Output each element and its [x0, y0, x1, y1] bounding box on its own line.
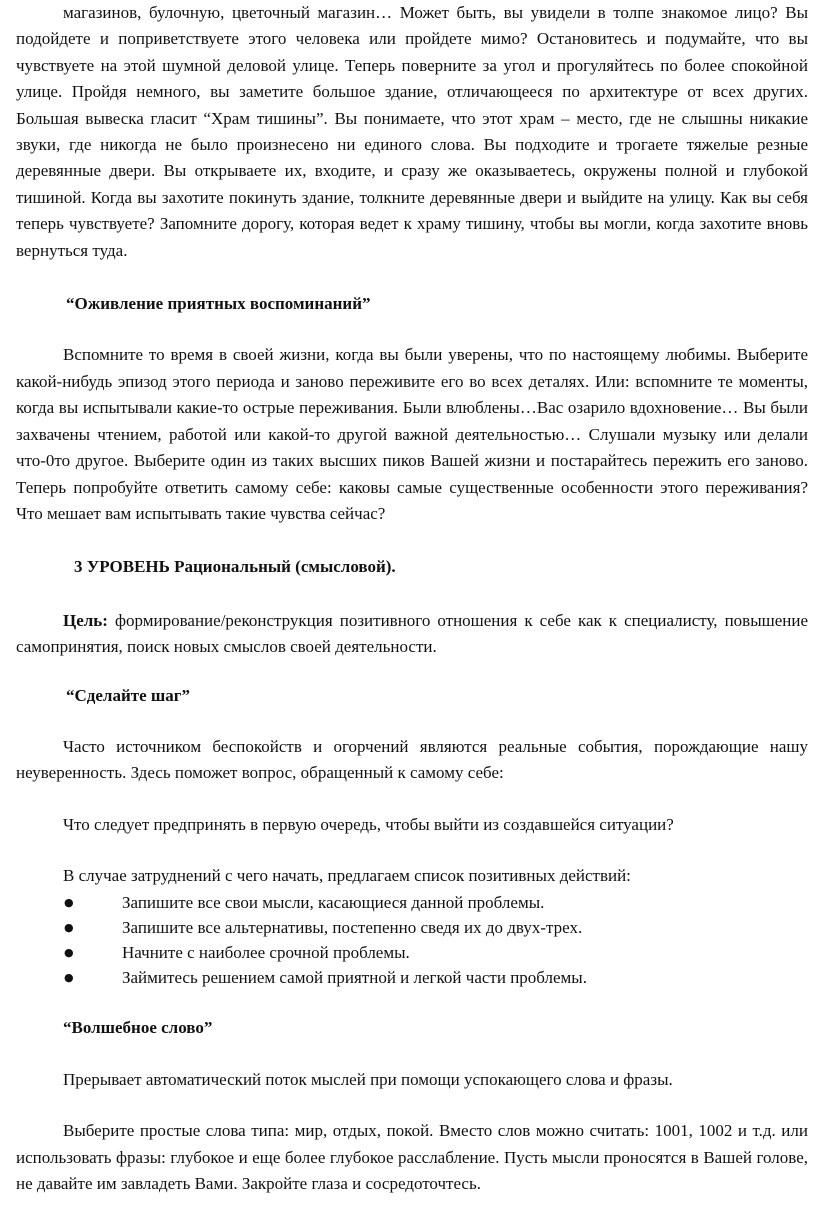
paragraph-memories: Вспомните то время в своей жизни, когда вы были уверены, что по настоящему любимы. Выберите какой-нибудь эпизод этого периода и заново переживите его во всех деталях. Или: вспомните те моменты, когда вы испытывали какие-то острые переживания. Были влюблены…Вас озарило вдохновение… Вы были захвачены чтением, работой или какой-то другой важной деятельностью… Слушали музыку или делали что-0то другое. Выберите один из таких высших пиков Вашей жизни и постарайтесь пережить его заново. Теперь попробуйте ответить самому себе: каковы самые существенные особенности этого переживания? Что мешает вам испытывать такие чувства сейчас?: [16, 345, 808, 523]
bullet-icon: ●: [64, 920, 74, 934]
list-item: ● Запишите все альтернативы, постепенно сведя их до двух-трех.: [16, 915, 808, 940]
action-list: [16, 890, 808, 991]
paragraph-question: Что следует предпринять в первую очередь, чтобы выйти из создавшейся ситуации?: [63, 814, 674, 834]
heading-level-3: 3 УРОВЕНЬ Рациональный (смысловой).: [74, 557, 396, 577]
paragraph-words: Выберите простые слова типа: мир, отдых, покой. Вместо слов можно считать: 1001, 1002 и т.д. или использовать фразы: глубокое и еще более глубокое расслабление. Пусть мысли проносятся в Вашей голове, не давайте им завладеть Вами. Закройте глаза и сосредоточтесь.: [16, 1121, 808, 1193]
bullet-icon: ●: [64, 895, 74, 909]
heading-make-a-step: “Сделайте шаг”: [66, 685, 190, 705]
goal-label: Цель:: [63, 610, 108, 630]
list-item: ● Запишите все свои мысли, касающиеся данной проблемы.: [16, 890, 808, 915]
goal-text: формирование/реконструкция позитивного отношения к себе как к специалисту, повышение самопринятия, поиск новых смыслов своей деятельности.: [16, 610, 808, 657]
bullet-icon: ●: [64, 971, 74, 985]
paragraph-list-intro: В случае затруднений с чего начать, предлагаем список позитивных действий:: [63, 866, 631, 886]
paragraph-goal: [16, 608, 808, 661]
paragraph-step: Часто источником беспокойств и огорчений являются реальные события, порождающие нашу неуверенность. Здесь поможет вопрос, обращенный к самому себе:: [16, 736, 808, 783]
bullet-icon: ●: [64, 945, 74, 959]
heading-magic-word: “Волшебное слово”: [63, 1018, 213, 1038]
paragraph-magic: Прерывает автоматический поток мыслей при помощи успокающего слова и фразы.: [63, 1069, 673, 1089]
heading-memories: “Оживление приятных воспоминаний”: [66, 294, 371, 314]
list-item: ● Начните с наиболее срочной проблемы.: [16, 940, 808, 965]
list-item: ● Займитесь решением самой приятной и легкой части проблемы.: [16, 965, 808, 990]
paragraph-continuation: магазинов, булочную, цветочный магазин… Может быть, вы увидели в толпе знакомое лицо? Вы подойдете и поприветствуете этого человека или пройдете мимо? Остановитесь и подумайте, что вы чувствуете на этой шумной деловой улице. Теперь поверните за угол и прогуляйтесь по более спокойной улице. Пройдя немного, вы заметите большое здание, отличающееся по архитектуре от всех других. Большая вывеска гласит “Храм тишины”. Вы понимаете, что этот храм – место, где не слышны никакие звуки, где никогда не было произнесено ни единого слова. Вы подходите и трогаете тяжелые резные деревянные двери. Вы открываете их, входите, и сразу же оказываетесь, окружены полной и глубокой тишиной. Когда вы захотите покинуть здание, толкните деревянные двери и выйдите на улицу. Как вы себя теперь чувствуете? Запомните дорогу, которая ведет к храму тишину, чтобы вы могли, когда захотите вновь вернуться туда.: [16, 3, 808, 260]
